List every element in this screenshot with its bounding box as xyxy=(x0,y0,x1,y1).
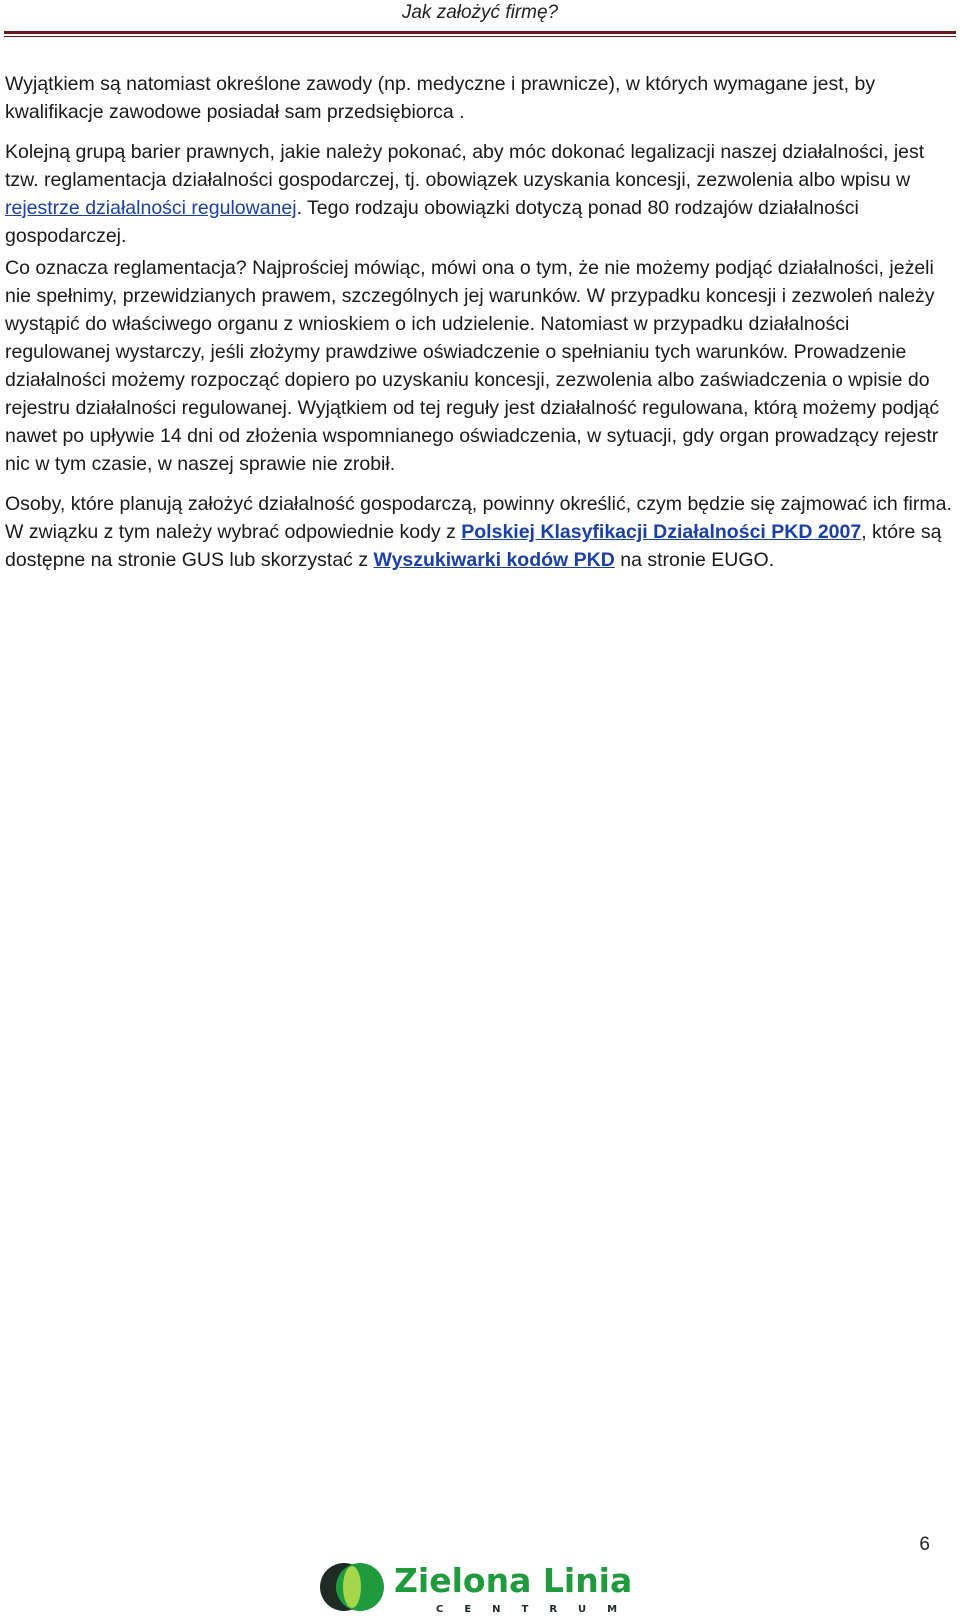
paragraph-text: Kolejną grupą barier prawnych, jakie należy pokonać, aby móc dokonać legalizacji naszej działalności, jest tzw. reglamentacja działalności gospodarczej, tj. obowiązek uzyskania koncesji, zezwolenia albo wpisu w xyxy=(5,141,925,191)
paragraph-text: Co oznacza reglamentacja? Najprościej mówiąc, mówi ona o tym, że nie możemy podjąć działalności, jeżeli nie spełnimy, przewidzianych prawem, szczególnych jej warunków. W przypadku koncesji i zezwoleń należy wystąpić do właściwego organu z wnioskiem o ich udzielenie. Natomiast w przypadku działalności regulowanej wystarczy, jeśli złożymy prawdziwe oświadczenie o spełnianiu tych warunków. Prowadzenie działalności możemy rozpocząć dopiero po uzyskaniu koncesji, zezwolenia albo zaświadczenia o wpisie do rejestru działalności regulowanej. Wyjątkiem od tej reguły jest działalność regulowana, którą możemy podjąć nawet po upływie 14 dni od złożenia wspomnianego oświadczenia, w sytuacji, gdy organ prowadzący rejestr nic w tym czasie, w naszej sprawie nie zrobił. xyxy=(5,257,940,475)
paragraph-text: Wyjątkiem są natomiast określone zawody (np. medyczne i prawnicze), w których wymagane jest, by kwalifikacje zawodowe posiadał sam przedsiębiorca . xyxy=(5,73,876,123)
paragraph-exceptions xyxy=(5,70,955,126)
paragraph-barriers xyxy=(5,138,955,250)
logo-text: Zielona Linia xyxy=(394,1561,633,1600)
paragraph-text: . Tego rodzaju obowiązki dotyczą ponad 80 rodzajów działalności gospodarczej. xyxy=(5,197,859,247)
header-divider xyxy=(4,31,956,34)
logo-mark-icon xyxy=(320,1563,384,1611)
pkd-classification-link[interactable]: Polskiej Klasyfikacji Działalności PKD 2007 xyxy=(461,521,862,543)
paragraph-pkd xyxy=(5,490,955,574)
regulated-activity-register-link[interactable]: rejestrze działalności regulowanej xyxy=(5,197,297,219)
document-body xyxy=(5,70,955,586)
page-header-title: Jak założyć firmę? xyxy=(401,2,559,23)
paragraph-text: , które są dostępne na stronie GUS lub skorzystać z xyxy=(5,521,942,571)
pkd-search-link[interactable]: Wyszukiwarki kodów PKD xyxy=(373,549,615,571)
page-number: 6 xyxy=(919,1534,930,1555)
paragraph-regulation xyxy=(5,254,955,478)
logo-subtext: CENTRUM xyxy=(436,1604,639,1614)
zielona-linia-logo xyxy=(320,1556,640,1614)
paragraph-text: Osoby, które planują założyć działalność gospodarczą, powinny określić, czym będzie się zajmować ich firma. W związku z tym należy wybrać odpowiednie kody z xyxy=(5,493,952,543)
paragraph-text: na stronie EUGO. xyxy=(614,549,775,571)
header-divider-thin xyxy=(4,36,956,37)
